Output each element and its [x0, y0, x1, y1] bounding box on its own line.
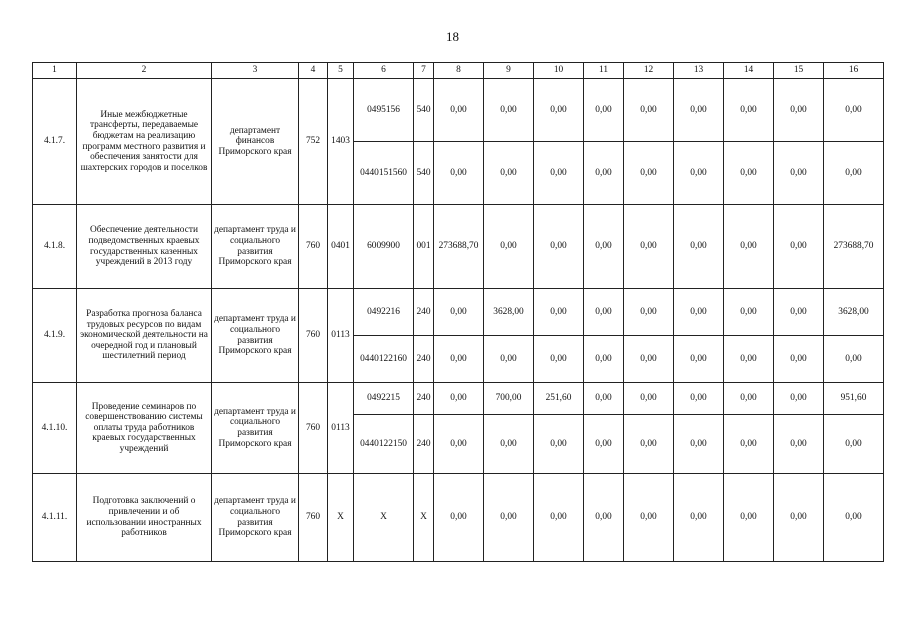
- amount-value: 0,00: [450, 167, 467, 178]
- budget-table: [32, 62, 884, 562]
- row-number: 4.1.9.: [33, 289, 77, 383]
- column-header-5: 5: [328, 63, 354, 79]
- column-header-2: 2: [77, 63, 212, 79]
- amount-value: 0,00: [640, 104, 657, 115]
- amount-cell: [624, 142, 674, 205]
- column-header-7: 7: [414, 63, 434, 79]
- amount-cell: [724, 142, 774, 205]
- amount-value: 0,00: [450, 306, 467, 317]
- amount-cell: [584, 474, 624, 562]
- amount-value: 0,00: [640, 306, 657, 317]
- amount-value: 0,00: [640, 512, 657, 523]
- amount-cell: [534, 474, 584, 562]
- amount-cell: [584, 289, 624, 336]
- amount-cell: [434, 289, 484, 336]
- column-header-9: 9: [484, 63, 534, 79]
- amount-value: 0,00: [550, 241, 567, 252]
- column-header-6: 6: [354, 63, 414, 79]
- amount-value: 0,00: [595, 512, 612, 523]
- code-grbs: 760: [299, 205, 328, 289]
- amount-value: 0,00: [595, 306, 612, 317]
- amount-value: 0,00: [640, 393, 657, 404]
- amount-value: 0,00: [690, 306, 707, 317]
- code-type: 240: [414, 336, 434, 383]
- amount-cell: [774, 79, 824, 142]
- code-grbs: 760: [299, 474, 328, 562]
- amount-cell: [584, 415, 624, 474]
- amount-cell: [534, 415, 584, 474]
- measure-name: Проведение семинаров по совершенствованию системы оплаты труда работников краевых государственных учреждений: [77, 383, 212, 474]
- amount-cell: [434, 383, 484, 415]
- amount-cell: [724, 205, 774, 289]
- amount-value: 273688,70: [438, 241, 479, 252]
- amount-cell: [434, 474, 484, 562]
- amount-cell: [824, 383, 884, 415]
- amount-value: 0,00: [690, 393, 707, 404]
- amount-value: 0,00: [640, 353, 657, 364]
- amount-value: 0,00: [790, 306, 807, 317]
- amount-value: 0,00: [740, 167, 757, 178]
- department: департамент труда и социального развития Приморского края: [212, 383, 299, 474]
- row-number: 4.1.10.: [33, 383, 77, 474]
- amount-cell: [484, 415, 534, 474]
- amount-value: 0,00: [690, 104, 707, 115]
- measure-name: Подготовка заключений о привлечении и об использовании иностранных работников: [77, 474, 212, 562]
- amount-value: 0,00: [790, 104, 807, 115]
- column-header-1: 1: [33, 63, 77, 79]
- amount-cell: [584, 383, 624, 415]
- amount-cell: [484, 336, 534, 383]
- amount-cell: [534, 205, 584, 289]
- amount-value: 0,00: [595, 353, 612, 364]
- department: департамент труда и социального развития Приморского края: [212, 289, 299, 383]
- code-target: 0492215: [354, 383, 414, 415]
- header-row: [33, 63, 884, 79]
- amount-value: 0,00: [500, 167, 517, 178]
- amount-cell: [724, 474, 774, 562]
- amount-value: 0,00: [500, 353, 517, 364]
- column-header-4: 4: [299, 63, 328, 79]
- amount-value: 951,60: [840, 393, 867, 404]
- amount-value: 0,00: [500, 438, 517, 449]
- amount-cell: [674, 336, 724, 383]
- amount-value: 0,00: [740, 438, 757, 449]
- page-number: 18: [446, 29, 459, 44]
- amount-cell: [584, 142, 624, 205]
- column-header-14: 14: [724, 63, 774, 79]
- amount-value: 0,00: [790, 241, 807, 252]
- amount-cell: [484, 383, 534, 415]
- table-row: [33, 289, 884, 336]
- amount-cell: [484, 79, 534, 142]
- amount-cell: [534, 79, 584, 142]
- amount-cell: [774, 205, 824, 289]
- amount-value: 0,00: [845, 167, 862, 178]
- amount-value: 3628,00: [838, 306, 869, 317]
- amount-value: 0,00: [550, 438, 567, 449]
- amount-value: 0,00: [450, 353, 467, 364]
- amount-cell: [724, 415, 774, 474]
- amount-cell: [434, 142, 484, 205]
- column-header-3: 3: [212, 63, 299, 79]
- amount-cell: [484, 142, 534, 205]
- amount-value: 0,00: [740, 306, 757, 317]
- amount-value: 0,00: [595, 104, 612, 115]
- amount-value: 0,00: [500, 104, 517, 115]
- amount-value: 0,00: [740, 104, 757, 115]
- amount-value: 0,00: [450, 438, 467, 449]
- code-section: 0113: [328, 383, 354, 474]
- amount-cell: [824, 415, 884, 474]
- amount-cell: [774, 383, 824, 415]
- amount-value: 0,00: [595, 438, 612, 449]
- table-row: [33, 205, 884, 289]
- amount-cell: [774, 289, 824, 336]
- code-type: 001: [414, 205, 434, 289]
- amount-value: 273688,70: [833, 241, 874, 252]
- amount-value: 0,00: [550, 104, 567, 115]
- amount-cell: [774, 142, 824, 205]
- column-header-10: 10: [534, 63, 584, 79]
- amount-value: 0,00: [550, 512, 567, 523]
- code-grbs: 752: [299, 79, 328, 205]
- amount-value: 700,00: [495, 393, 522, 404]
- column-header-12: 12: [624, 63, 674, 79]
- amount-cell: [484, 289, 534, 336]
- amount-value: 3628,00: [493, 306, 524, 317]
- amount-cell: [774, 474, 824, 562]
- code-target: 6009900: [354, 205, 414, 289]
- amount-cell: [674, 383, 724, 415]
- amount-cell: [534, 383, 584, 415]
- code-type: 240: [414, 289, 434, 336]
- amount-value: 0,00: [790, 393, 807, 404]
- amount-cell: [624, 415, 674, 474]
- amount-cell: [724, 289, 774, 336]
- amount-value: 0,00: [595, 167, 612, 178]
- amount-cell: [824, 142, 884, 205]
- amount-cell: [624, 205, 674, 289]
- amount-cell: [624, 474, 674, 562]
- amount-value: 0,00: [740, 393, 757, 404]
- row-number: 4.1.7.: [33, 79, 77, 205]
- amount-cell: [774, 415, 824, 474]
- code-grbs: 760: [299, 289, 328, 383]
- table-row: [33, 383, 884, 415]
- amount-value: 0,00: [845, 353, 862, 364]
- amount-cell: [674, 474, 724, 562]
- amount-cell: [674, 289, 724, 336]
- amount-cell: [584, 336, 624, 383]
- code-target: 0495156: [354, 79, 414, 142]
- amount-cell: [824, 79, 884, 142]
- amount-cell: [674, 205, 724, 289]
- table-row: [33, 79, 884, 142]
- amount-value: 251,60: [545, 393, 572, 404]
- amount-value: 0,00: [845, 438, 862, 449]
- amount-value: 0,00: [690, 353, 707, 364]
- code-type: X: [414, 474, 434, 562]
- table-body: [33, 63, 884, 562]
- code-target: 0440151560: [354, 142, 414, 205]
- amount-value: 0,00: [690, 438, 707, 449]
- column-header-8: 8: [434, 63, 484, 79]
- amount-value: 0,00: [790, 167, 807, 178]
- amount-value: 0,00: [640, 438, 657, 449]
- amount-value: 0,00: [450, 512, 467, 523]
- amount-value: 0,00: [640, 241, 657, 252]
- code-grbs: 760: [299, 383, 328, 474]
- department: департамент труда и социального развития Приморского края: [212, 205, 299, 289]
- code-section: 0401: [328, 205, 354, 289]
- amount-cell: [824, 205, 884, 289]
- amount-cell: [724, 383, 774, 415]
- amount-cell: [624, 336, 674, 383]
- column-header-13: 13: [674, 63, 724, 79]
- amount-cell: [724, 336, 774, 383]
- amount-value: 0,00: [450, 104, 467, 115]
- amount-cell: [434, 336, 484, 383]
- amount-cell: [774, 336, 824, 383]
- amount-value: 0,00: [740, 353, 757, 364]
- amount-cell: [824, 474, 884, 562]
- amount-cell: [534, 289, 584, 336]
- amount-value: 0,00: [550, 167, 567, 178]
- amount-cell: [484, 474, 534, 562]
- amount-value: 0,00: [550, 306, 567, 317]
- measure-name: Обеспечение деятельности подведомственных краевых государственных казенных учреждений в 2013 году: [77, 205, 212, 289]
- amount-value: 0,00: [740, 241, 757, 252]
- code-section: 0113: [328, 289, 354, 383]
- code-type: 240: [414, 415, 434, 474]
- amount-value: 0,00: [845, 104, 862, 115]
- code-section: X: [328, 474, 354, 562]
- column-header-16: 16: [824, 63, 884, 79]
- amount-value: 0,00: [640, 167, 657, 178]
- amount-value: 0,00: [790, 438, 807, 449]
- amount-cell: [624, 383, 674, 415]
- amount-cell: [534, 142, 584, 205]
- amount-cell: [484, 205, 534, 289]
- department: департамент труда и социального развития Приморского края: [212, 474, 299, 562]
- code-target: 0492216: [354, 289, 414, 336]
- amount-value: 0,00: [740, 512, 757, 523]
- amount-cell: [434, 415, 484, 474]
- amount-cell: [584, 205, 624, 289]
- code-target: 0440122150: [354, 415, 414, 474]
- amount-value: 0,00: [595, 241, 612, 252]
- code-target: X: [354, 474, 414, 562]
- amount-value: 0,00: [690, 167, 707, 178]
- row-number: 4.1.11.: [33, 474, 77, 562]
- table-row: [33, 474, 884, 562]
- code-type: 540: [414, 79, 434, 142]
- amount-value: 0,00: [790, 353, 807, 364]
- code-target: 0440122160: [354, 336, 414, 383]
- amount-value: 0,00: [500, 241, 517, 252]
- amount-cell: [624, 79, 674, 142]
- amount-value: 0,00: [690, 241, 707, 252]
- amount-cell: [824, 336, 884, 383]
- amount-cell: [624, 289, 674, 336]
- amount-value: 0,00: [500, 512, 517, 523]
- amount-cell: [534, 336, 584, 383]
- measure-name: Разработка прогноза баланса трудовых ресурсов по видам экономической деятельности на очередной год и плановый шестилетний период: [77, 289, 212, 383]
- column-header-11: 11: [584, 63, 624, 79]
- amount-cell: [434, 79, 484, 142]
- amount-value: 0,00: [450, 393, 467, 404]
- amount-cell: [674, 79, 724, 142]
- department: департамент финансов Приморского края: [212, 79, 299, 205]
- measure-name: Иные межбюджетные трансферты, передаваемые бюджетам на реализацию программ местного развития и обеспечения занятости для шахтерских городов и поселков: [77, 79, 212, 205]
- amount-value: 0,00: [550, 353, 567, 364]
- code-type: 540: [414, 142, 434, 205]
- amount-cell: [434, 205, 484, 289]
- amount-value: 0,00: [845, 512, 862, 523]
- amount-cell: [584, 79, 624, 142]
- row-number: 4.1.8.: [33, 205, 77, 289]
- amount-value: 0,00: [595, 393, 612, 404]
- amount-cell: [674, 415, 724, 474]
- amount-cell: [824, 289, 884, 336]
- amount-cell: [724, 79, 774, 142]
- code-section: 1403: [328, 79, 354, 205]
- amount-value: 0,00: [790, 512, 807, 523]
- amount-cell: [674, 142, 724, 205]
- column-header-15: 15: [774, 63, 824, 79]
- amount-value: 0,00: [690, 512, 707, 523]
- code-type: 240: [414, 383, 434, 415]
